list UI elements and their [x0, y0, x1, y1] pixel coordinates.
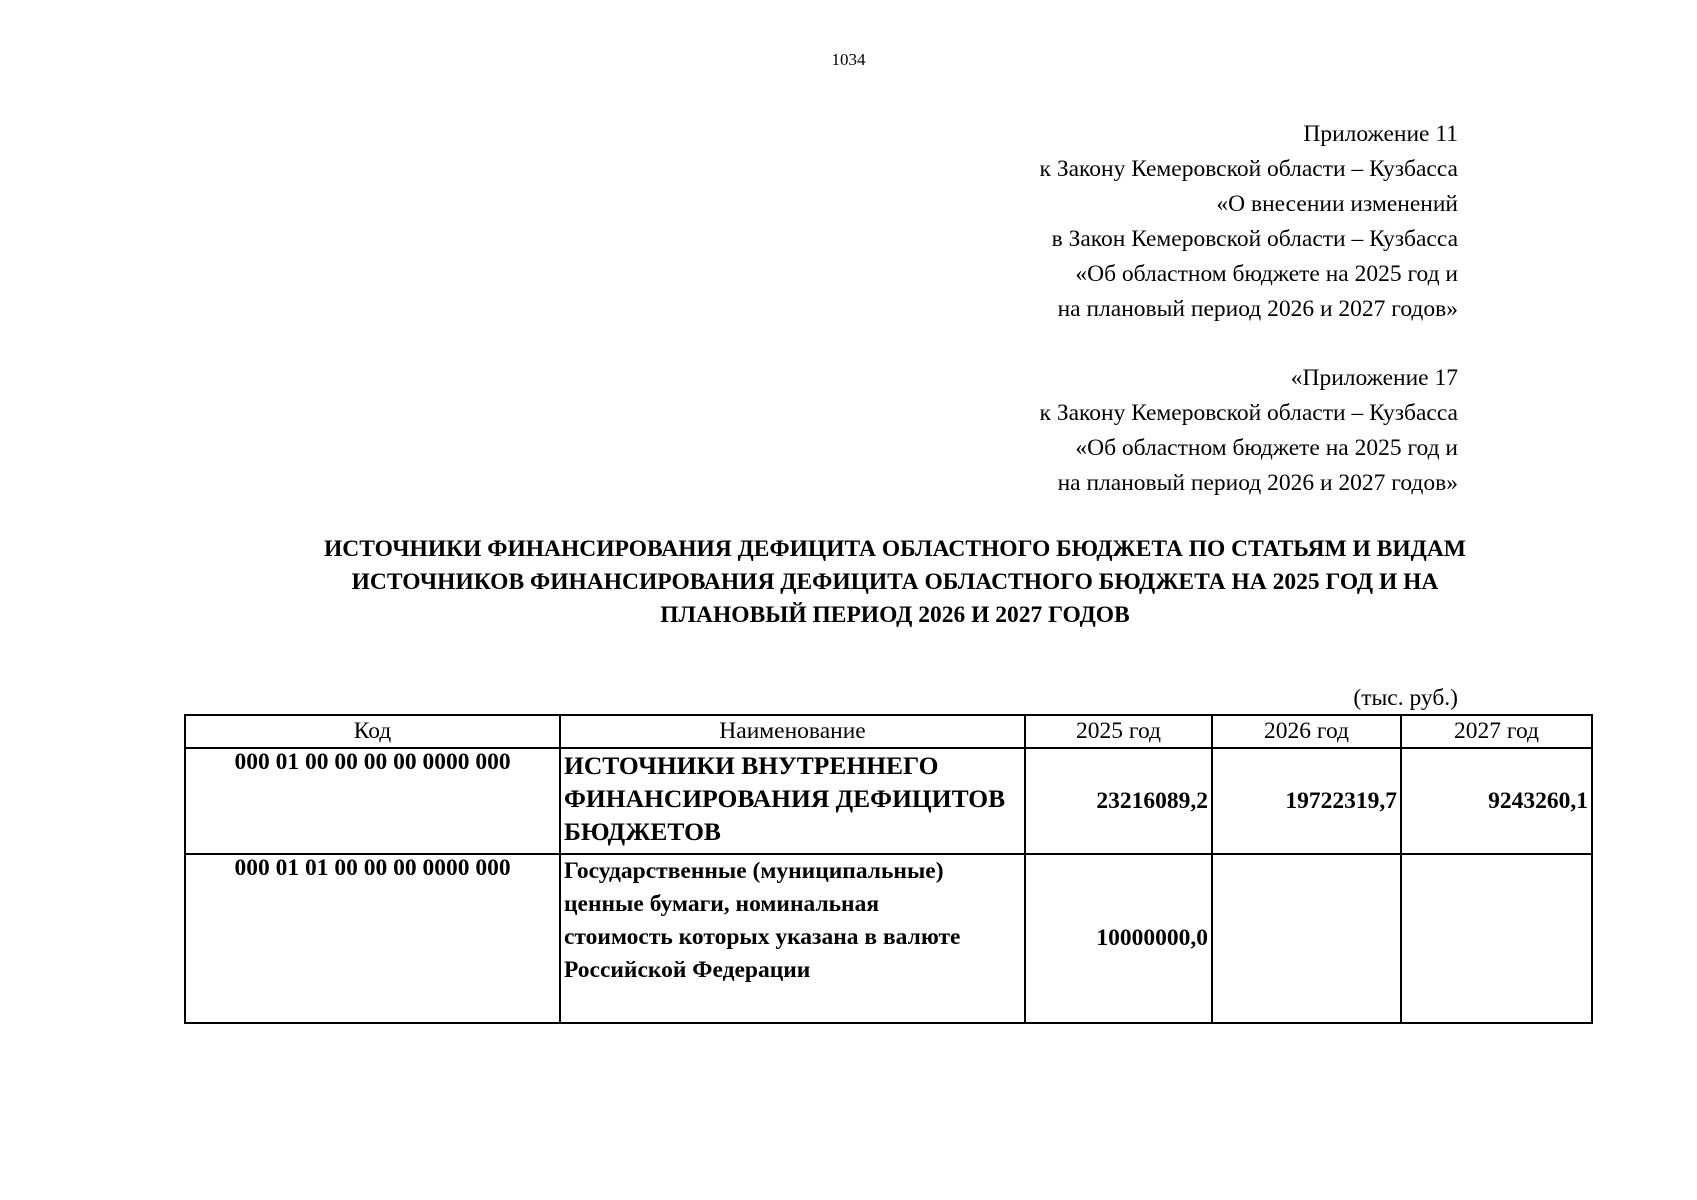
value-2025-cell: 10000000,0: [1025, 854, 1212, 1023]
annex-17-line: к Закону Кемеровской области – Кузбасса: [1039, 400, 1458, 426]
financing-sources-table: [184, 714, 1593, 1024]
header-2025: 2025 год: [1025, 715, 1212, 748]
header-2026: 2026 год: [1212, 715, 1401, 748]
annex-17-header: [1040, 361, 1458, 501]
annex-11-line: в Закон Кемеровской области – Кузбасса: [1051, 226, 1458, 252]
units-label: (тыс. руб.): [1353, 685, 1458, 711]
table-header-row: [185, 715, 1592, 748]
table-row: [185, 748, 1592, 854]
annex-11-line: на плановый период 2026 и 2027 годов»: [1057, 296, 1458, 322]
title-line: ПЛАНОВЫЙ ПЕРИОД 2026 И 2027 ГОДОВ: [660, 602, 1130, 628]
title-line: ИСТОЧНИКИ ФИНАНСИРОВАНИЯ ДЕФИЦИТА ОБЛАСТНОГО БЮДЖЕТА ПО СТАТЬЯМ И ВИДАМ: [324, 536, 1466, 562]
name-line: БЮДЖЕТОВ: [564, 817, 721, 846]
annex-17-line: на плановый период 2026 и 2027 годов»: [1057, 470, 1458, 496]
value-2026-cell: 19722319,7: [1212, 748, 1401, 854]
value-2026-cell: [1212, 854, 1401, 1023]
annex-11-header: [1040, 117, 1458, 327]
table-row: [185, 854, 1592, 1023]
code-cell: 000 01 00 00 00 00 0000 000: [185, 748, 560, 854]
name-line: ИСТОЧНИКИ ВНУТРЕННЕГО: [564, 751, 939, 780]
code-cell: 000 01 01 00 00 00 0000 000: [185, 854, 560, 1023]
annex-17-line: «Приложение 17: [1290, 365, 1458, 391]
annex-11-line: к Закону Кемеровской области – Кузбасса: [1039, 156, 1458, 182]
annex-11-line: «О внесении изменений: [1216, 191, 1458, 217]
name-line: Государственные (муниципальные): [564, 858, 944, 884]
name-cell: [560, 748, 1025, 854]
value-2027-cell: 9243260,1: [1401, 748, 1592, 854]
value-2025-cell: 23216089,2: [1025, 748, 1212, 854]
annex-11-line: «Об областном бюджете на 2025 год и: [1075, 261, 1458, 287]
name-cell: [560, 854, 1025, 1023]
name-line: стоимость которых указана в валюте: [564, 924, 961, 950]
page-number: 1034: [831, 50, 866, 69]
value-2027-cell: [1401, 854, 1592, 1023]
annex-17-line: «Об областном бюджете на 2025 год и: [1075, 435, 1458, 461]
title-line: ИСТОЧНИКОВ ФИНАНСИРОВАНИЯ ДЕФИЦИТА ОБЛАСТНОГО БЮДЖЕТА НА 2025 ГОД И НА: [351, 569, 1439, 595]
header-name: Наименование: [560, 715, 1025, 748]
document-title: [200, 533, 1590, 632]
annex-11-line: Приложение 11: [1303, 121, 1458, 147]
header-2027: 2027 год: [1401, 715, 1592, 748]
name-line: Российской Федерации: [564, 957, 811, 983]
name-line: ФИНАНСИРОВАНИЯ ДЕФИЦИТОВ: [564, 784, 1006, 813]
header-code: Код: [185, 715, 560, 748]
name-line: ценные бумаги, номинальная: [564, 891, 880, 917]
